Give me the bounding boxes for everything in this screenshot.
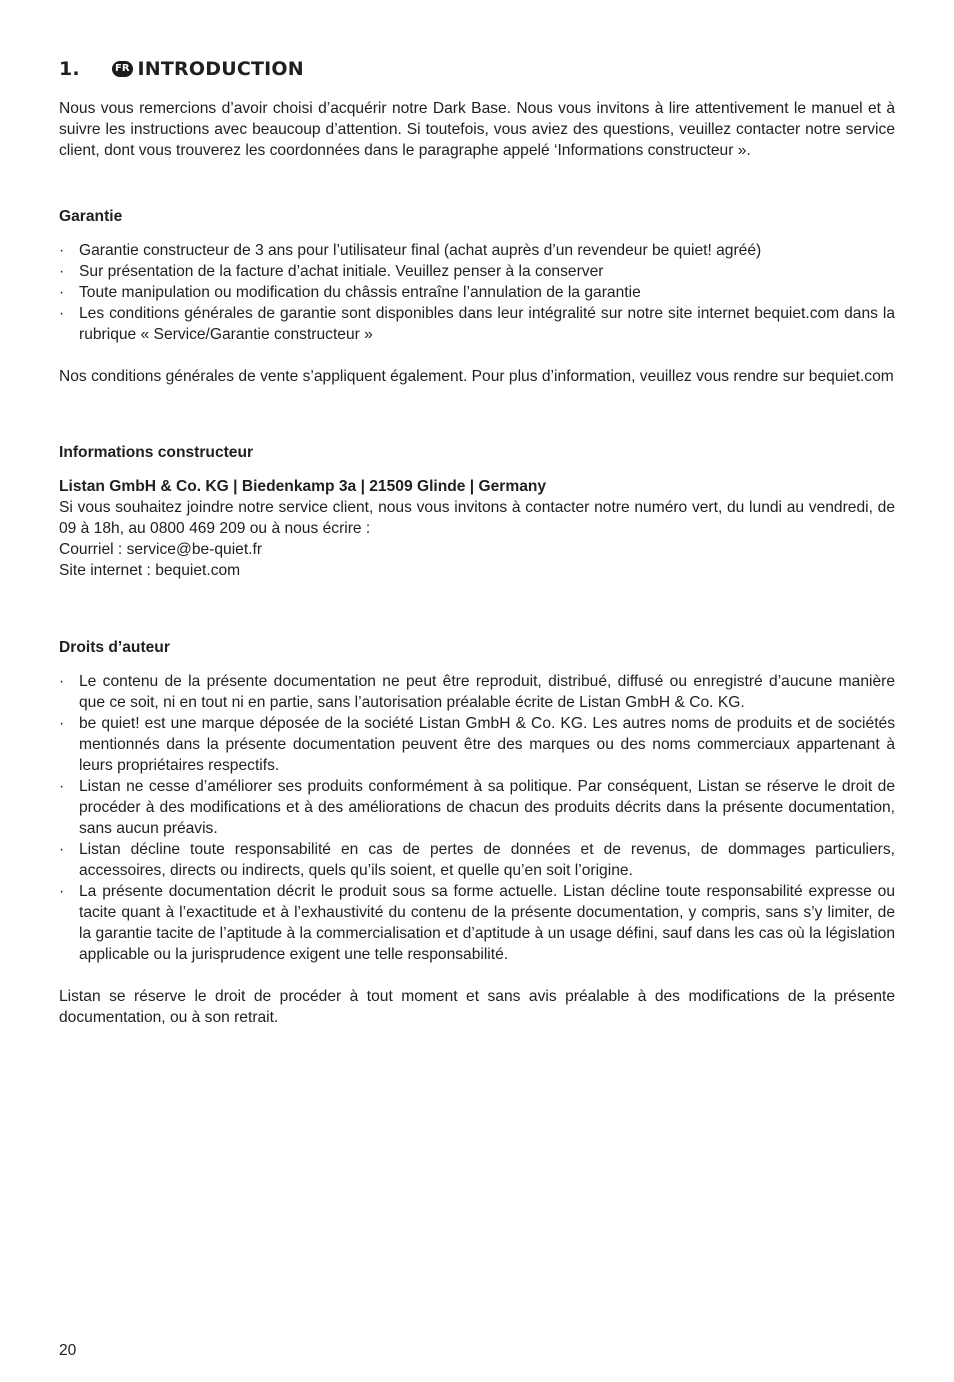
- list-item: · Le contenu de la présente documentation ne peut être reproduit, distribué, diffusé ou enregistré d’aucune manière que ce soit, ni en tout ni en partie, sans l’autorisation préalable écrite de Listan GmbH & Co. KG.: [59, 671, 895, 713]
- garantie-list: [59, 240, 895, 345]
- list-item: · be quiet! est une marque déposée de la société Listan GmbH & Co. KG. Les autres noms de produits et de sociétés mentionnés dans la présente documentation peuvent être des marques ou des noms commerciaux appartenant à leurs propriétaires respectifs.: [59, 713, 895, 776]
- garantie-title: Garantie: [59, 208, 123, 225]
- contact-website: Site internet : bequiet.com: [59, 562, 241, 579]
- list-item: · Les conditions générales de garantie sont disponibles dans leur intégralité sur notre site internet bequiet.com dans la rubrique « Service/Garantie constructeur »: [59, 303, 895, 345]
- list-item: · Garantie constructeur de 3 ans pour l’utilisateur final (achat auprès d’un revendeur be quiet! agréé): [59, 240, 895, 261]
- language-badge-fr: FR: [112, 61, 133, 77]
- intro-paragraph: Nous vous remercions d’avoir choisi d’acquérir notre Dark Base. Nous vous invitons à lire attentivement le manuel et à suivre les instructions avec beaucoup d’attention. Si toutefois, vous aviez des questions, veuillez contacter notre service client, dont vous trouverez les coordonnées dans le paragraphe appelé ‘Informations constructeur ».: [59, 100, 895, 159]
- section-heading: [59, 56, 895, 82]
- list-item: · Listan décline toute responsabilité en cas de pertes de données et de revenus, de dommages particuliers, accessoires, directs ou indirects, quels qu’ils soient, et quelle qu’en soit l’origine.: [59, 839, 895, 881]
- list-item: · Sur présentation de la facture d’achat initiale. Veuillez penser à la conserver: [59, 261, 895, 282]
- droits-title: Droits d’auteur: [59, 639, 170, 656]
- list-item: · Toute manipulation ou modification du châssis entraîne l’annulation de la garantie: [59, 282, 895, 303]
- droits-note: Listan se réserve le droit de procéder à tout moment et sans avis préalable à des modifications de la présente documentation, ou à son retrait.: [59, 988, 895, 1026]
- constructeur-title: Informations constructeur: [59, 444, 254, 461]
- section-title: INTRODUCTION: [137, 57, 304, 80]
- garantie-note: Nos conditions générales de vente s’appliquent également. Pour plus d’information, veuillez vous rendre sur bequiet.com: [59, 368, 894, 385]
- manufacturer-address: Listan GmbH & Co. KG | Biedenkamp 3a | 21509 Glinde | Germany: [59, 478, 547, 495]
- list-item: · Listan ne cesse d’améliorer ses produits conformément à sa politique. Par conséquent, Listan se réserve le droit de procéder à des modifications et à des améliorations de chacun des produits décrits dans la présente documentation, sans aucun préavis.: [59, 776, 895, 839]
- section-number: 1.: [59, 57, 80, 80]
- droits-list: [59, 671, 895, 965]
- page-number: 20: [59, 1342, 77, 1359]
- document-page: [59, 56, 895, 1028]
- contact-paragraph: Si vous souhaitez joindre notre service client, nous vous invitons à contacter notre numéro vert, du lundi au vendredi, de 09 à 18h, au 0800 469 209 ou à nous écrire :: [59, 499, 895, 537]
- contact-email: Courriel : service@be-quiet.fr: [59, 541, 263, 558]
- list-item: · La présente documentation décrit le produit sous sa forme actuelle. Listan décline toute responsabilité expresse ou tacite quant à l’exactitude et à l’exhaustivité du contenu de la présente documentation, y compris, sans s’y limiter, de la garantie tacite de l’aptitude à la commercialisation et d’aptitude à un usage défini, sauf dans les cas où la législation applicable ou la jurisprudence exigent une telle responsabilité.: [59, 881, 895, 965]
